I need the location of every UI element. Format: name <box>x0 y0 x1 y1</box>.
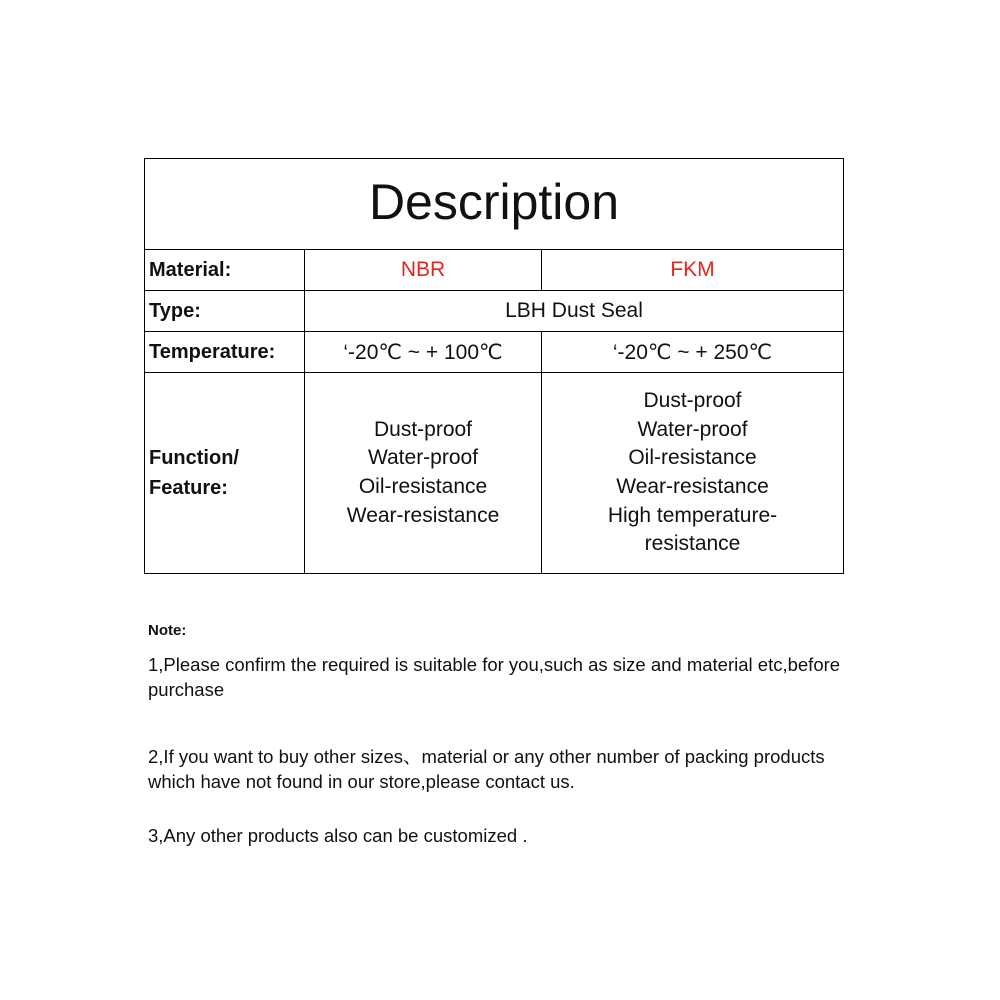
notes-section <box>148 622 848 846</box>
table-row-temperature <box>145 332 844 373</box>
function-fkm-item: resistance <box>644 532 741 556</box>
function-fkm-item: Dust-proof <box>643 389 742 413</box>
function-fkm-cell <box>542 373 844 574</box>
table-row-type <box>145 291 844 332</box>
function-nbr-cell <box>305 373 542 574</box>
function-nbr-item: Wear-resistance <box>346 503 500 527</box>
table-row-material <box>145 250 844 291</box>
note-item: 1,Please confirm the required is suitable for you,such as size and material etc,before purchase <box>148 654 841 700</box>
function-label-line1: Function/ <box>149 447 239 469</box>
material-fkm: FKM <box>542 250 844 291</box>
function-fkm-item: Wear-resistance <box>616 475 769 498</box>
function-fkm-item: High temperature- <box>607 503 778 527</box>
note-item: 2,If you want to buy other sizes、material or any other number of packing products which have not found in our store,please contact us. <box>148 746 825 792</box>
function-label-cell <box>145 373 305 574</box>
table-title: Description <box>368 174 620 230</box>
function-fkm-item: Oil-resistance <box>628 446 757 470</box>
material-nbr: NBR <box>305 250 542 291</box>
temperature-nbr: ‘-20℃ ~ + 100℃ <box>305 332 542 373</box>
material-label: Material: <box>145 250 305 291</box>
type-label: Type: <box>145 291 305 332</box>
function-nbr-item: Oil-resistance <box>358 475 488 498</box>
description-table <box>144 158 844 574</box>
notes-title: Note: <box>148 622 187 639</box>
table-title-cell <box>145 159 844 250</box>
table-row-function <box>145 373 844 574</box>
temperature-fkm: ‘-20℃ ~ + 250℃ <box>542 332 844 373</box>
temperature-label: Temperature: <box>145 332 305 373</box>
function-label-line2: Feature: <box>149 477 228 499</box>
type-value: LBH Dust Seal <box>305 291 844 332</box>
function-fkm-item: Water-proof <box>637 417 748 441</box>
function-nbr-item: Dust-proof <box>373 417 473 441</box>
function-nbr-item: Water-proof <box>367 446 479 470</box>
note-item: 3,Any other products also can be customized . <box>148 825 528 846</box>
